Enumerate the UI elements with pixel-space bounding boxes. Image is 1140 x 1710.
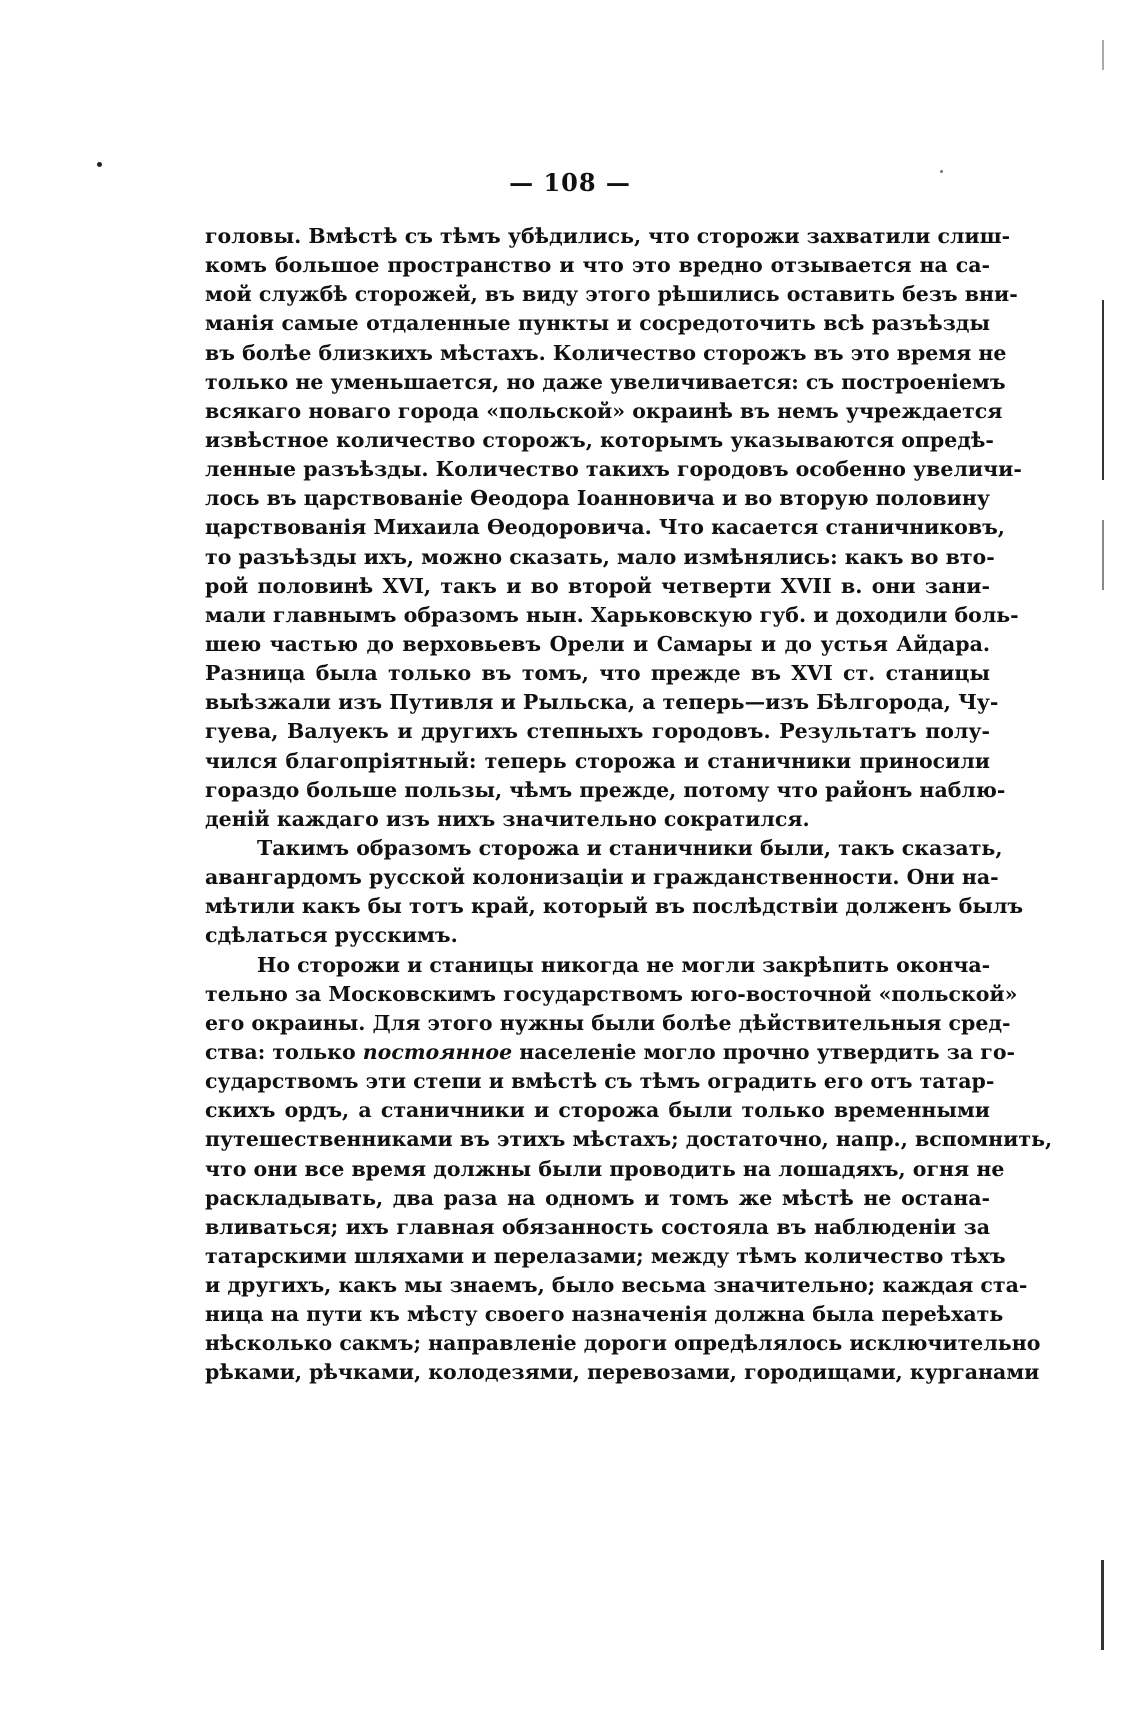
text-line: всякаго новаго города «польской» окраинѣ въ немъ учреждается: [205, 398, 1003, 423]
paragraph-start-line: Такимъ образомъ сторожа и станичники были, такъ сказать,: [257, 835, 1003, 860]
text-line: скихъ ордъ, а станичники и сторожа были только временными: [205, 1098, 990, 1123]
text-line: манія самые отдаленные пункты и сосредоточить всѣ разъѣзды: [205, 311, 990, 336]
text-line: Разница была только въ томъ, что прежде въ XVI ст. станицы: [205, 661, 990, 686]
scan-dot: [940, 170, 943, 173]
text-line: тельно за Московскимъ государствомъ юго-восточной «польской»: [205, 981, 1018, 1006]
text-line: сдѣлаться русскимъ.: [205, 923, 458, 948]
scan-edge-line: [1102, 40, 1104, 70]
text-line: деній каждаго изъ нихъ значительно сократился.: [205, 806, 810, 831]
text-line: что они все время должны были проводить на лошадяхъ, огня не: [205, 1156, 1005, 1181]
text-line: комъ большое пространство и что это вредно отзывается на са-: [205, 253, 990, 278]
text-line: раскладывать, два раза на одномъ и томъ же мѣстѣ не остана-: [205, 1185, 990, 1210]
text-line: извѣстное количество сторожъ, которымъ указываются опредѣ-: [205, 427, 994, 452]
text-line: головы. Вмѣстѣ съ тѣмъ убѣдились, что сторожи захватили слиш-: [205, 224, 1011, 248]
scan-dot: [97, 162, 102, 167]
text-line: мѣтили какъ бы тотъ край, который въ послѣдствіи долженъ былъ: [205, 894, 1024, 919]
text-fragment: ства: только: [205, 1039, 363, 1064]
text-line: гораздо больше пользы, чѣмъ прежде, потому что районъ наблю-: [205, 777, 1006, 802]
scan-edge-line: [1102, 300, 1104, 480]
text-line: сударствомъ эти степи и вмѣстѣ съ тѣмъ оградить его отъ татар-: [205, 1069, 995, 1094]
text-line: гуева, Валуекъ и другихъ степныхъ городовъ. Результатъ полу-: [205, 719, 990, 744]
text-line: чился благопріятный: теперь сторожа и станичники приносили: [205, 748, 990, 773]
text-line: царствованія Михаила Ѳеодоровича. Что касается станичниковъ,: [205, 515, 1005, 540]
scan-edge-line: [1102, 520, 1104, 590]
text-line: путешественниками въ этихъ мѣстахъ; достаточно, напр., вспомнить,: [205, 1127, 1053, 1152]
text-line: ленные разъѣзды. Количество такихъ городовъ особенно увеличи-: [205, 457, 1022, 482]
text-line: только не уменьшается, но даже увеличивается: съ построеніемъ: [205, 369, 1006, 394]
text-line: татарскими шляхами и перелазами; между тѣмъ количество тѣхъ: [205, 1243, 1006, 1268]
page-number: — 108 —: [509, 168, 631, 197]
text-line: мой службѣ сторожей, въ виду этого рѣшились оставить безъ вни-: [205, 282, 1018, 307]
text-line: лось въ царствованіе Ѳеодора Іоанновича и во вторую половину: [205, 486, 990, 511]
scan-edge-line: [1101, 1560, 1104, 1650]
emphasized-word: постоянное: [362, 1039, 513, 1064]
text-line: мали главнымъ образомъ нын. Харьковскую губ. и доходили боль-: [205, 602, 1019, 627]
text-line: выѣзжали изъ Путивля и Рыльска, а теперь—изъ Бѣлгорода, Чу-: [205, 690, 999, 715]
text-fragment: населеніе могло прочно утвердить за го-: [512, 1039, 1016, 1064]
text-line: рѣками, рѣчками, колодезями, перевозами, городищами, курганами: [205, 1360, 1040, 1385]
text-line: ница на пути къ мѣсту своего назначенія должна была переѣхать: [205, 1302, 1004, 1327]
text-line: въ болѣе близкихъ мѣстахъ. Количество сторожъ въ это время не: [205, 340, 1007, 365]
text-line: то разъѣзды ихъ, можно сказать, мало измѣнялись: какъ во вто-: [205, 544, 995, 569]
text-line: шею частью до верховьевъ Орели и Самары и до устья Айдара.: [205, 631, 990, 656]
text-line-with-emphasis: [205, 1038, 1016, 1067]
body-text: [205, 222, 1053, 1388]
paragraph-start-line: Но сторожи и станицы никогда не могли закрѣпить оконча-: [257, 952, 991, 977]
text-line: авангардомъ русской колонизаціи и гражданственности. Они на-: [205, 865, 999, 890]
text-line: вливаться; ихъ главная обязанность состояла въ наблюденіи за: [205, 1214, 990, 1239]
text-line: его окраины. Для этого нужны были болѣе дѣйствительныя сред-: [205, 1010, 1011, 1035]
text-line: и другихъ, какъ мы знаемъ, было весьма значительно; каждая ста-: [205, 1273, 1028, 1298]
text-line: нѣсколько сакмъ; направленіе дороги опредѣлялось исключительно: [205, 1331, 1041, 1356]
text-line: рой половинѣ XVI, такъ и во второй четверти XVII в. они зани-: [205, 573, 990, 598]
